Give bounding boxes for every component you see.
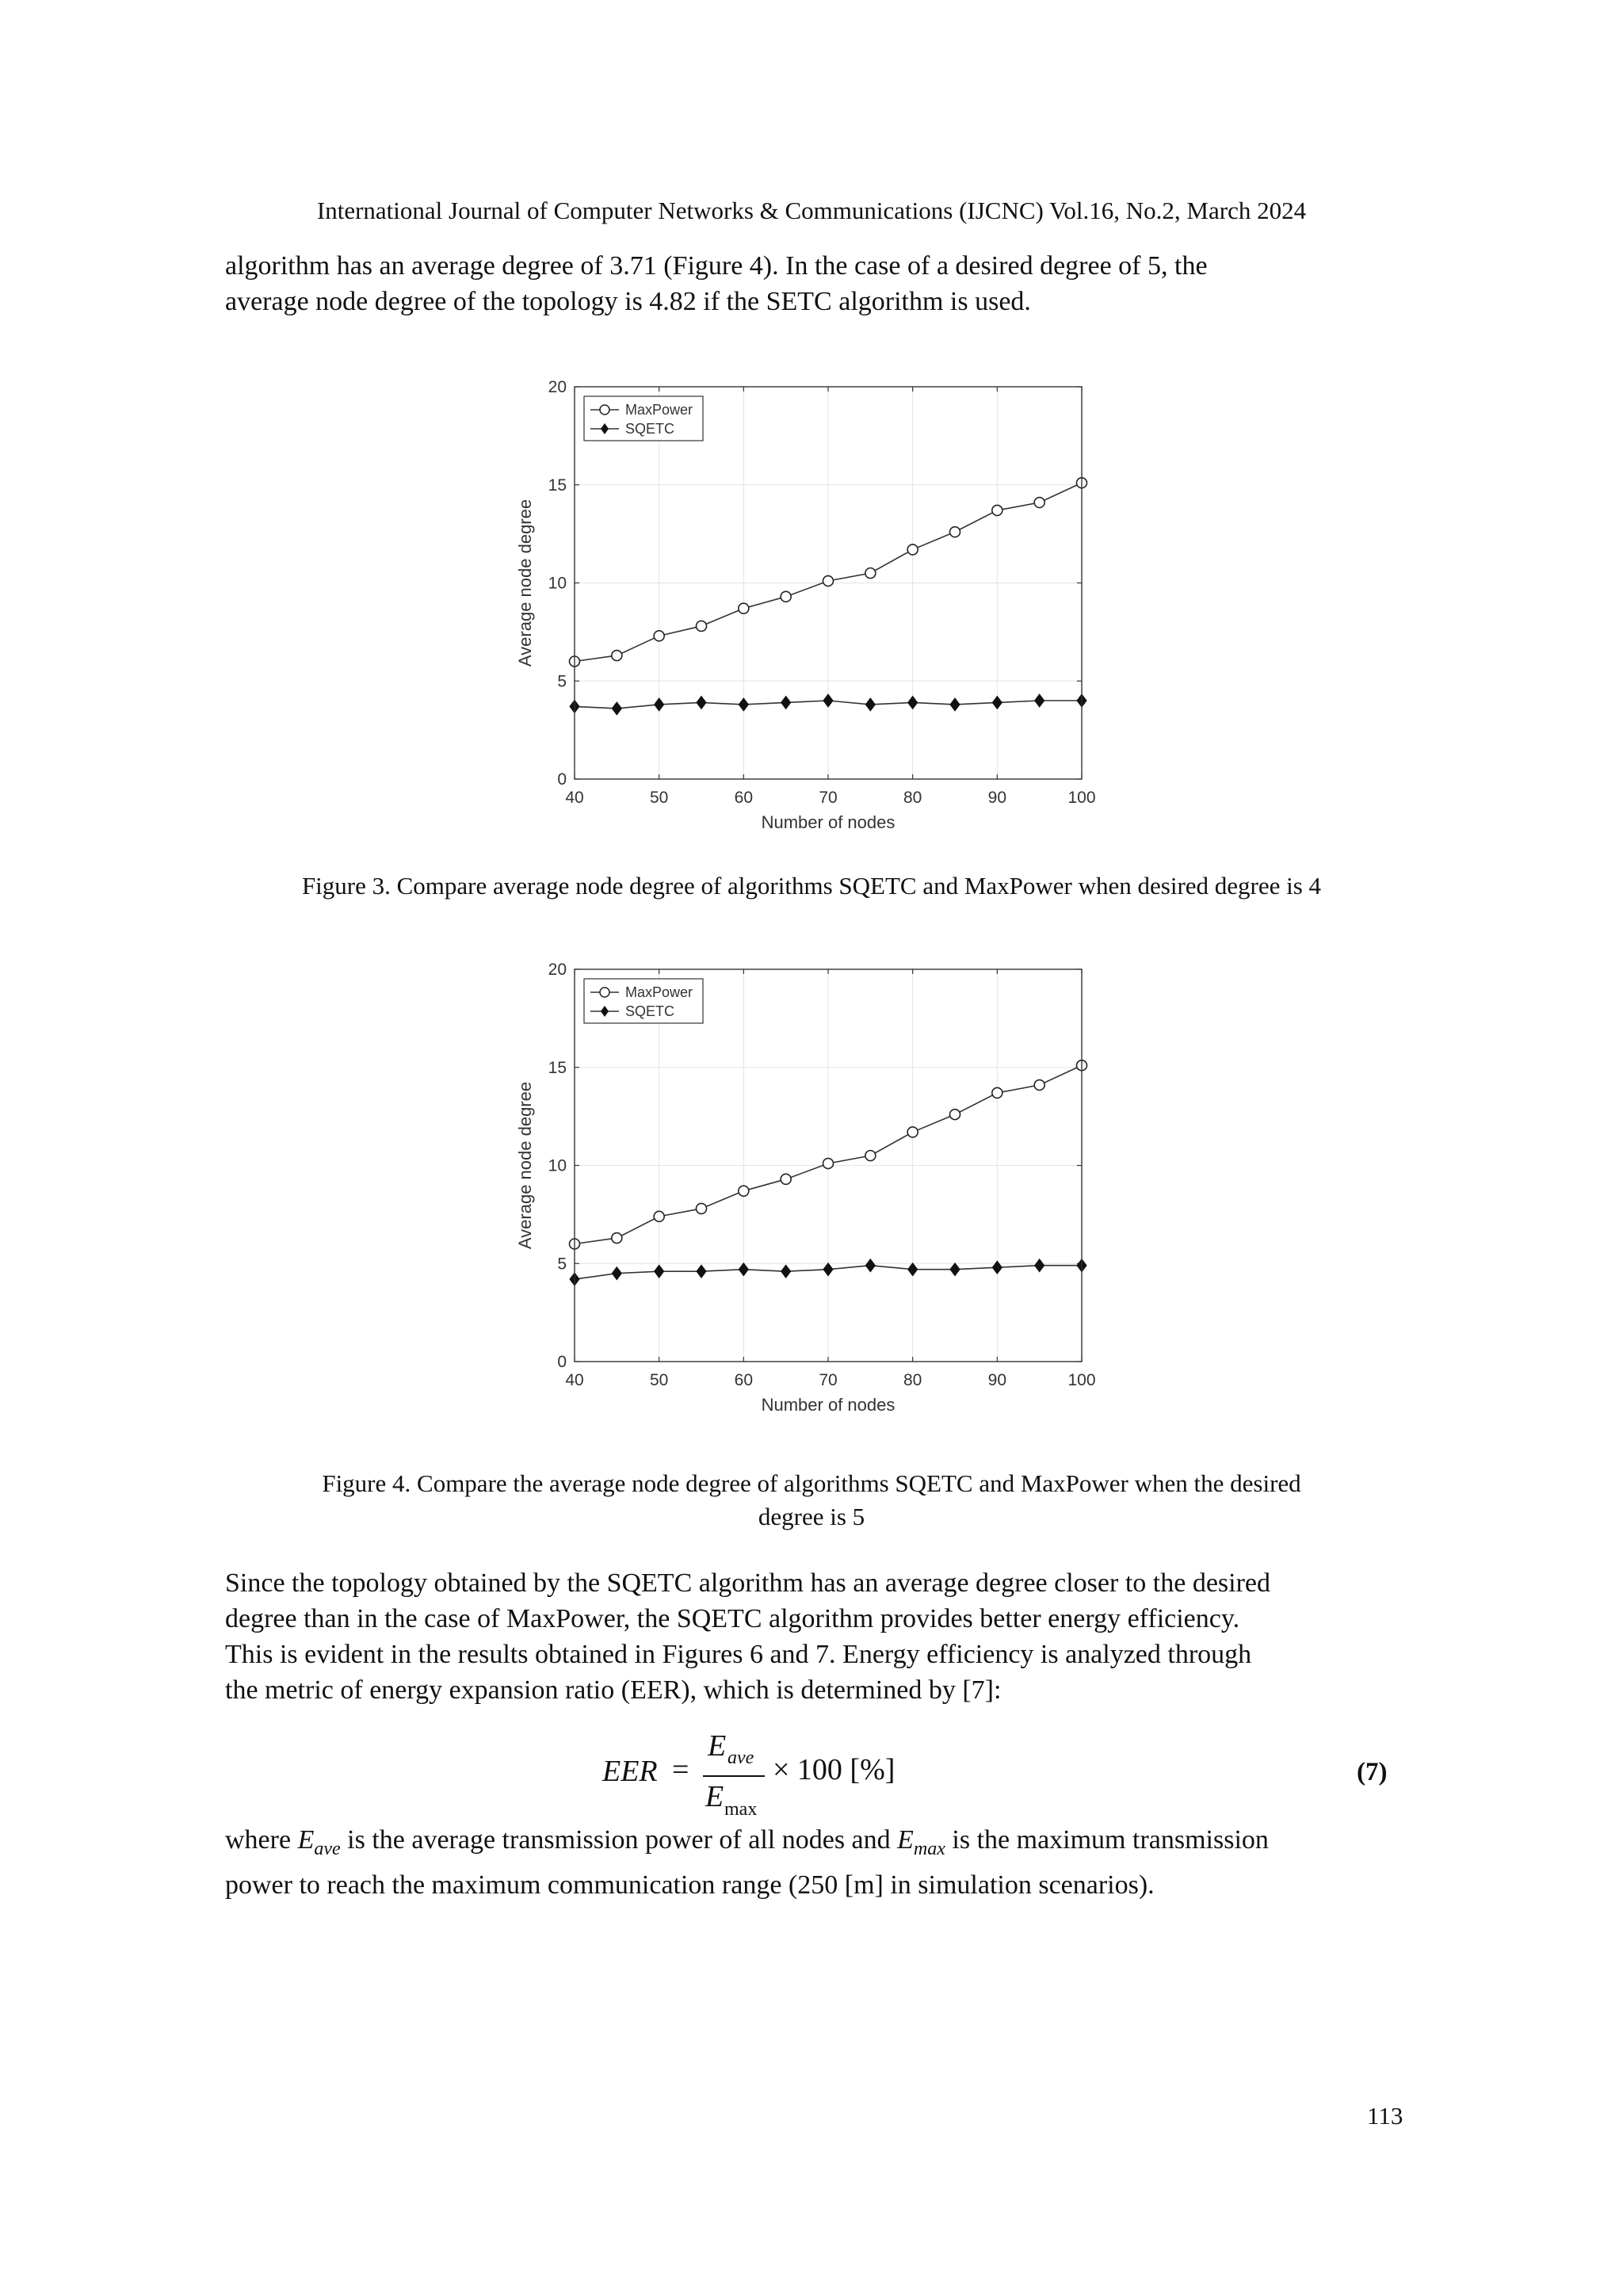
x-tick-label: 80 [903, 1371, 922, 1389]
x-tick-label: 80 [903, 789, 922, 807]
y-tick-label: 0 [557, 1353, 567, 1371]
where-text-c: is the maximum transmission [945, 1825, 1269, 1855]
maxpower-point [907, 544, 918, 555]
e-max-symbol: E [897, 1825, 914, 1855]
figure-3-caption: Figure 3. Compare average node degree of algorithms SQETC and MaxPower when desired degree is 4 [301, 872, 1322, 900]
y-tick-label: 5 [557, 672, 567, 691]
figure-3-chart [507, 372, 1109, 848]
y-axis-label: Average node degree [515, 499, 535, 667]
eq-numerator-sub: ave [727, 1748, 754, 1768]
eq-numerator: E [708, 1729, 727, 1763]
legend-label-maxpower: MaxPower [625, 402, 693, 418]
maxpower-point [865, 1151, 876, 1161]
maxpower-point [739, 1186, 749, 1196]
legend-label-maxpower: MaxPower [625, 984, 693, 1000]
maxpower-point [950, 527, 960, 537]
e-max-sub: max [913, 1838, 945, 1859]
maxpower-point [697, 621, 707, 631]
maxpower-point [992, 1087, 1002, 1098]
body-line-2: degree than in the case of MaxPower, the SQETC algorithm provides better energy efficiency. [225, 1604, 1240, 1633]
maxpower-point [823, 576, 834, 586]
maxpower-point [654, 1211, 664, 1221]
y-tick-label: 20 [548, 378, 567, 396]
maxpower-point [992, 505, 1002, 515]
maxpower-point [1034, 498, 1044, 508]
maxpower-point [865, 568, 876, 579]
x-tick-label: 50 [649, 1371, 669, 1389]
y-tick-label: 0 [557, 770, 567, 789]
x-tick-label: 70 [819, 1371, 838, 1389]
e-ave-symbol: E [297, 1825, 315, 1855]
eq-lhs: EER [602, 1755, 658, 1788]
maxpower-point [781, 1174, 791, 1184]
x-tick-label: 100 [1067, 1371, 1096, 1389]
body-line-3: This is evident in the results obtained in Figures 6 and 7. Energy efficiency is analyzed through [225, 1640, 1252, 1669]
where-text-a: where [225, 1825, 298, 1855]
eq-denominator-sub: max [724, 1799, 758, 1820]
legend-label-sqetc: SQETC [625, 421, 675, 437]
body-line-4: the metric of energy expansion ratio (EER), which is determined by [7]: [225, 1675, 1002, 1705]
x-tick-label: 100 [1067, 789, 1096, 807]
y-tick-label: 15 [548, 1058, 567, 1077]
page-number: 113 [1367, 2102, 1403, 2130]
figure-4-caption [198, 1467, 1425, 1534]
figure-4-chart [507, 955, 1109, 1435]
where-text-b: is the average transmission power of all nodes and [340, 1825, 898, 1855]
x-axis-label: Number of nodes [761, 812, 896, 832]
x-tick-label: 40 [565, 1371, 584, 1389]
x-tick-label: 60 [734, 1371, 754, 1389]
legend-marker-maxpower [600, 405, 609, 415]
x-tick-label: 40 [565, 789, 584, 807]
legend-marker-maxpower [600, 988, 609, 997]
e-ave-sub: ave [314, 1838, 341, 1859]
maxpower-point [907, 1127, 918, 1137]
y-tick-label: 10 [548, 1156, 567, 1175]
maxpower-point [781, 591, 791, 602]
journal-header: International Journal of Computer Networks & Communications (IJCNC) Vol.16, No.2, March 2024 [316, 197, 1307, 224]
y-tick-label: 5 [557, 1255, 567, 1274]
y-tick-label: 20 [548, 961, 567, 979]
where-line-2: power to reach the maximum communication range (250 [m] in simulation scenarios). [225, 1870, 1155, 1900]
eq-fraction-bar [703, 1775, 765, 1777]
where-paragraph [225, 1822, 1409, 1903]
y-tick-label: 15 [548, 476, 567, 495]
maxpower-point [950, 1110, 960, 1120]
where-line-1 [225, 1822, 1409, 1867]
legend-label-sqetc: SQETC [625, 1003, 675, 1019]
intro-line-1: algorithm has an average degree of 3.71 (Figure 4). In the case of a desired degree of 5, the [225, 251, 1208, 281]
maxpower-point [739, 603, 749, 613]
x-axis-label: Number of nodes [761, 1395, 896, 1415]
body-line-1: Since the topology obtained by the SQETC algorithm has an average degree closer to the desired [225, 1568, 1270, 1598]
maxpower-point [612, 651, 622, 661]
eq-number: (7) [1357, 1758, 1388, 1786]
y-axis-label: Average node degree [515, 1081, 535, 1250]
maxpower-point [697, 1203, 707, 1213]
x-tick-label: 70 [819, 789, 838, 807]
maxpower-point [823, 1159, 834, 1169]
x-tick-label: 90 [987, 789, 1007, 807]
x-tick-label: 60 [734, 789, 754, 807]
intro-line-2: average node degree of the topology is 4.82 if the SETC algorithm is used. [225, 287, 1031, 316]
eq-rhs: × 100 [%] [773, 1753, 896, 1786]
maxpower-point [612, 1233, 622, 1244]
eq-denominator: E [705, 1780, 724, 1813]
figure-4-caption-line-1: Figure 4. Compare the average node degree of algorithms SQETC and MaxPower when the desired [322, 1469, 1301, 1497]
figure-4-caption-line-2: degree is 5 [758, 1503, 865, 1530]
x-tick-label: 90 [987, 1371, 1007, 1389]
body-paragraph [225, 1565, 1409, 1708]
maxpower-point [654, 631, 664, 641]
x-tick-label: 50 [649, 789, 669, 807]
intro-paragraph [225, 248, 1409, 319]
maxpower-point [1034, 1080, 1044, 1091]
y-tick-label: 10 [548, 574, 567, 593]
eq-equals: = [672, 1753, 689, 1786]
